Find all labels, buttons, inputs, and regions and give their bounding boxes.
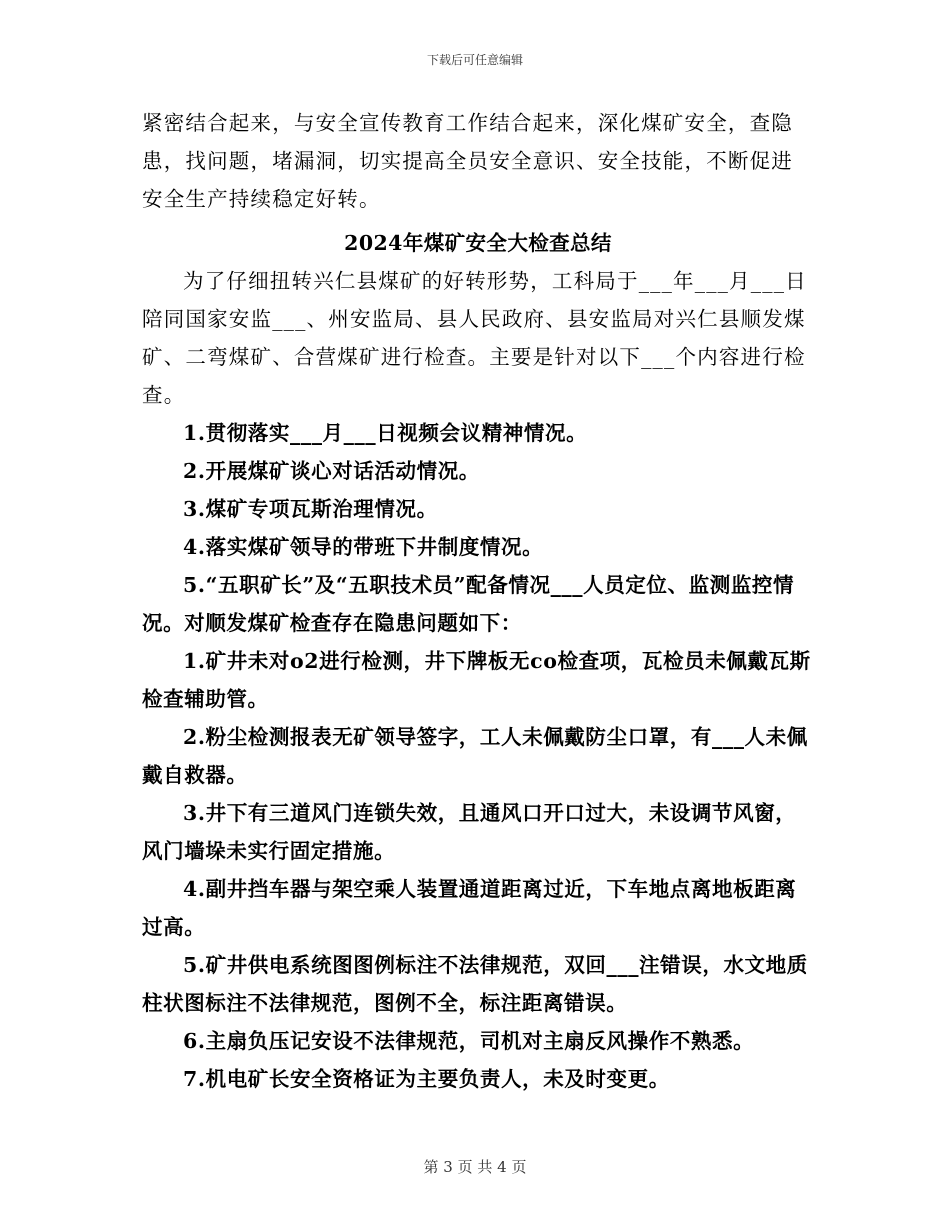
- document-body: [142, 104, 814, 1098]
- check-item-1: 1.贯彻落实___月___日视频会议精神情况。: [183, 421, 588, 445]
- page-header-note: 下载后可任意编辑: [426, 53, 523, 67]
- page-number: 第 3 页 共 4 页: [423, 1158, 527, 1176]
- check-item-4: 4.落实煤矿领导的带班下井制度情况。: [183, 535, 544, 559]
- issue-item-3: 3.井下有三道风门连锁失效，且通风口开口过大，未设调节风窗，风门墙垛未实行固定措施。: [142, 801, 797, 863]
- issue-item-4: 4.副井挡车器与架空乘人装置通道距离过近，下车地点离地板距离过高。: [142, 877, 797, 939]
- check-item-2: 2.开展煤矿谈心对话活动情况。: [183, 459, 480, 483]
- document-title: 2024年煤矿安全大检查总结: [344, 231, 612, 255]
- issue-item-5: 5.矿井供电系统图图例标注不法律规范，双回___注错误，水文地质柱状图标注不法律规范，图例不全，标注距离错误。: [142, 953, 808, 1015]
- check-item-5: 5.“五职矿长”及“五职技术员”配备情况___人员定位、监测监控情况。对顺发煤矿检查存在隐患问题如下：: [142, 573, 795, 635]
- issue-item-6: 6.主扇负压记安设不法律规范，司机对主扇反风操作不熟悉。: [183, 1029, 755, 1053]
- issue-item-1: 1.矿井未对o2进行检测，井下牌板无co检查项，瓦检员未佩戴瓦斯检查辅助管。: [142, 649, 811, 711]
- intro-paragraph: 紧密结合起来，与安全宣传教育工作结合起来，深化煤矿安全，查隐患，找问题，堵漏洞，切实提高全员安全意识、安全技能，不断促进安全生产持续稳定好转。: [142, 111, 793, 211]
- issue-item-7: 7.机电矿长安全资格证为主要负责人，未及时变更。: [183, 1067, 670, 1091]
- opening-paragraph: 为了仔细扭转兴仁县煤矿的好转形势，工科局于___年___月___日陪同国家安监___、州安监局、县人民政府、县安监局对兴仁县顺发煤矿、二弯煤矿、合营煤矿进行检查。主要是针对以下___个内容进行检查。: [142, 269, 807, 407]
- check-item-3: 3.煤矿专项瓦斯治理情况。: [183, 497, 438, 521]
- issue-item-2: 2.粉尘检测报表无矿领导签字，工人未佩戴防尘口罩，有___人未佩戴自救器。: [142, 725, 808, 787]
